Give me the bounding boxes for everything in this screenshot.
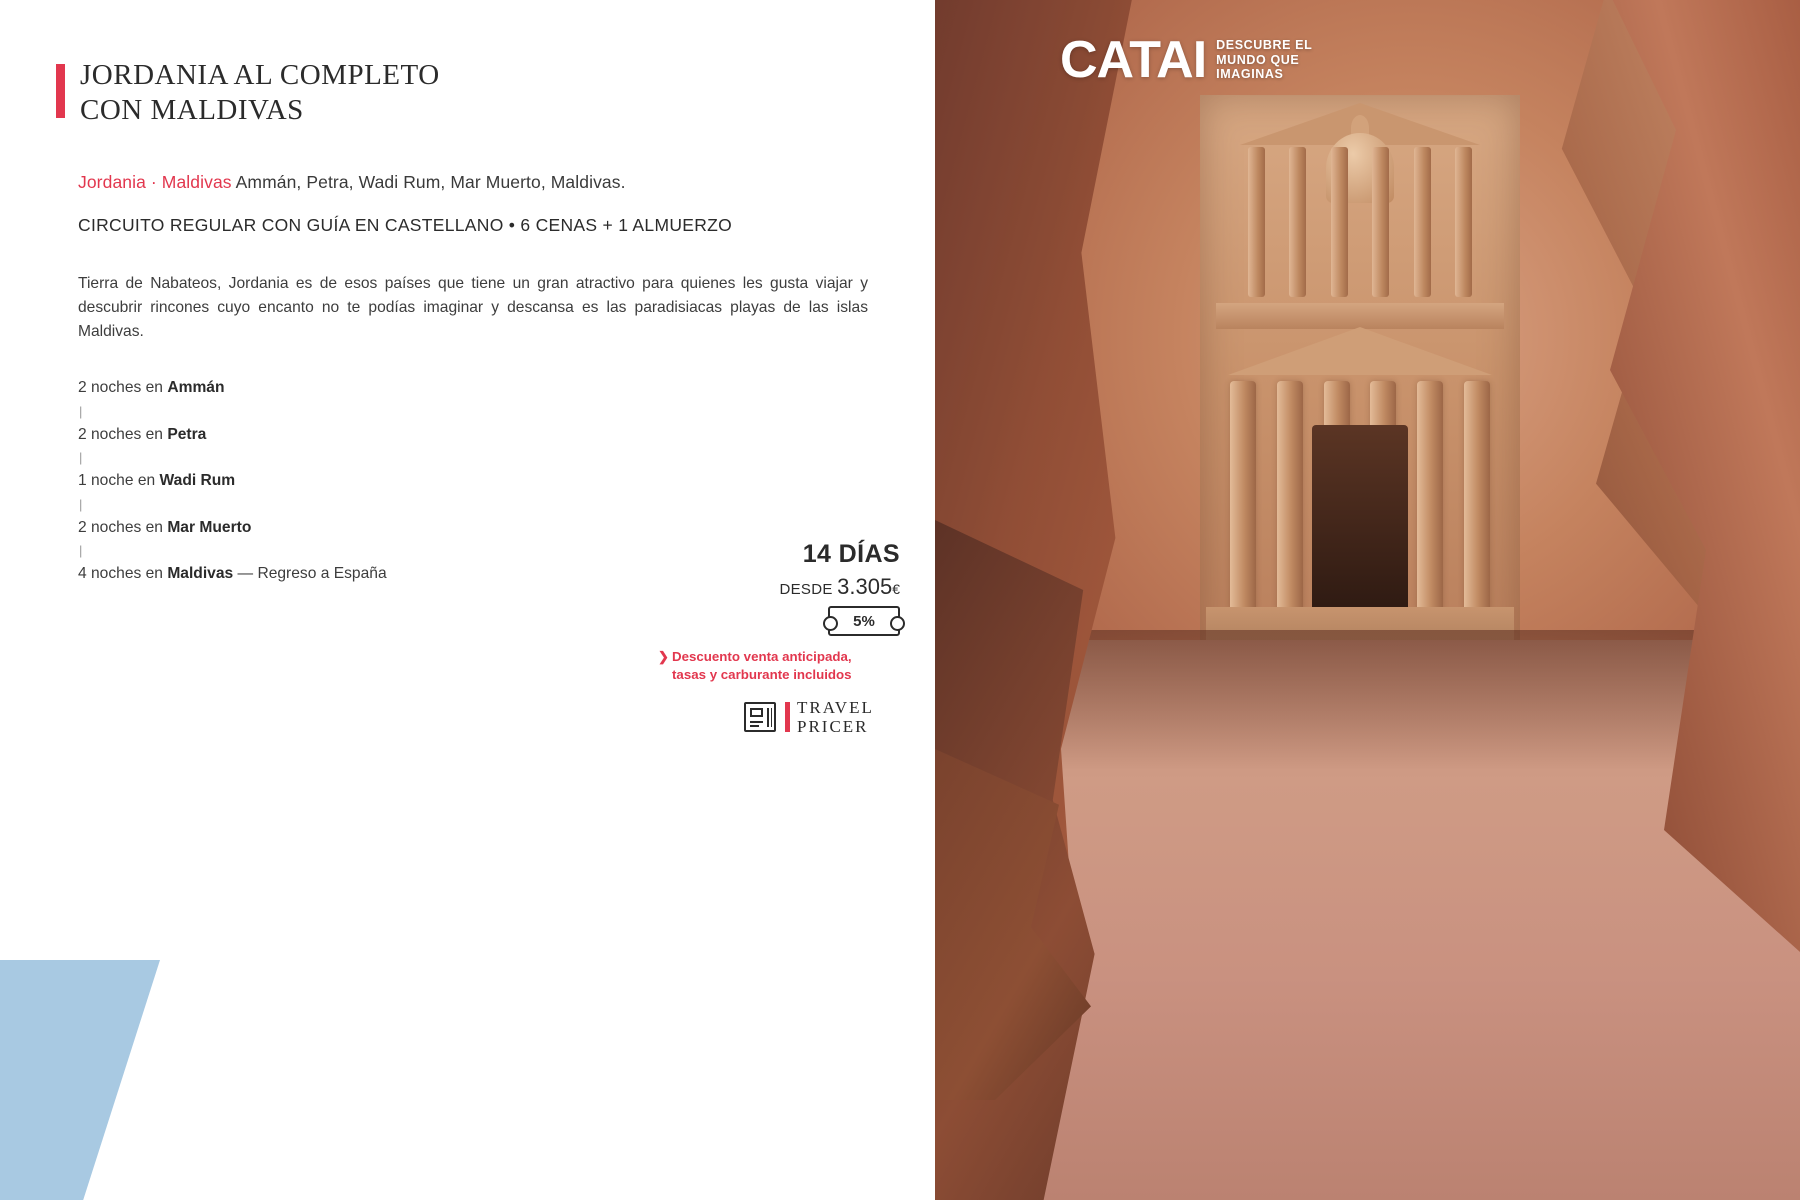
status-badge: 5% <box>828 606 900 636</box>
itinerary-place: Ammán <box>167 379 225 396</box>
itinerary-prefix: 2 noches en <box>78 379 168 396</box>
price-from-label: DESDE <box>779 581 833 598</box>
title-text <box>80 58 440 128</box>
itinerary-separator: | <box>79 403 83 419</box>
calculator-icon <box>744 702 776 732</box>
itinerary-prefix: 1 noche en <box>78 472 160 490</box>
travelpricer-logo <box>744 698 874 736</box>
travelpricer-line-2: PRICER <box>797 717 869 737</box>
itinerary-suffix: — Regreso a España <box>233 565 387 583</box>
catai-logo <box>1060 31 1313 89</box>
itinerary-prefix: 2 noches en <box>78 425 168 443</box>
list-item <box>78 470 387 493</box>
price-block <box>640 540 900 636</box>
itinerary-separator: | <box>79 543 83 559</box>
destinations-highlight: Jordania · Maldivas <box>78 172 232 192</box>
price-currency: € <box>892 581 900 597</box>
page-title <box>56 58 440 128</box>
hero-photo-petra-treasury <box>935 0 1800 1200</box>
destinations-line <box>78 172 626 193</box>
price-amount: 3.305 <box>837 574 893 599</box>
destinations-list: Ammán, Petra, Wadi Rum, Mar Muerto, Maldivas. <box>231 172 626 192</box>
travelpricer-accent-bar <box>785 702 790 732</box>
list-item <box>78 377 387 400</box>
itinerary-place: Maldivas <box>167 565 234 583</box>
title-accent-bar <box>56 64 65 118</box>
disclaimer-line-2: tasas y carburante incluidos <box>672 666 852 682</box>
itinerary-prefix: 4 noches en <box>78 565 168 583</box>
itinerary-place: Mar Muerto <box>167 518 252 536</box>
catai-tagline-line-1: DESCUBRE EL <box>1216 38 1313 52</box>
catai-tagline-line-2: MUNDO QUE <box>1216 52 1300 67</box>
itinerary-separator: | <box>79 450 83 466</box>
travelpricer-text <box>797 698 874 736</box>
disclaimer-line-1: Descuento venta anticipada, <box>672 649 852 664</box>
itinerary-prefix: 2 noches en <box>78 518 168 536</box>
discount-badge-wrap <box>640 606 900 636</box>
itinerary-place: Wadi Rum <box>159 472 236 490</box>
title-line-1: JORDANIA AL COMPLETO <box>80 59 440 91</box>
list-item <box>78 517 387 540</box>
list-item <box>78 424 387 447</box>
discount-disclaimer <box>640 648 900 684</box>
price-line <box>640 574 900 600</box>
tour-regimen: CIRCUITO REGULAR CON GUÍA EN CASTELLANO • 6 CENAS + 1 ALMUERZO <box>78 215 733 235</box>
catai-tagline <box>1216 38 1312 82</box>
tour-description: Tierra de Nabateos, Jordania es de esos países que tiene un gran atractivo para quienes les gusta viajar y descubrir rincones cuyo encanto no te podías imaginar y descansa es las paradisiacas playas de las islas Maldivas. <box>78 275 868 341</box>
itinerary-place: Petra <box>167 425 207 443</box>
catai-wordmark: CATAI <box>1060 31 1207 89</box>
decorative-blue-shape <box>0 960 160 1200</box>
chevron-right-icon: ❯ <box>658 649 669 664</box>
list-item <box>78 563 387 586</box>
treasury-facade <box>1200 95 1520 655</box>
itinerary-separator: | <box>79 496 83 512</box>
catai-tagline-line-3: IMAGINAS <box>1216 67 1284 81</box>
travelpricer-line-1: TRAVEL <box>797 698 874 717</box>
itinerary-list <box>78 377 387 586</box>
duration-label: 14 DÍAS <box>802 540 900 568</box>
title-line-2: CON MALDIVAS <box>80 93 304 126</box>
